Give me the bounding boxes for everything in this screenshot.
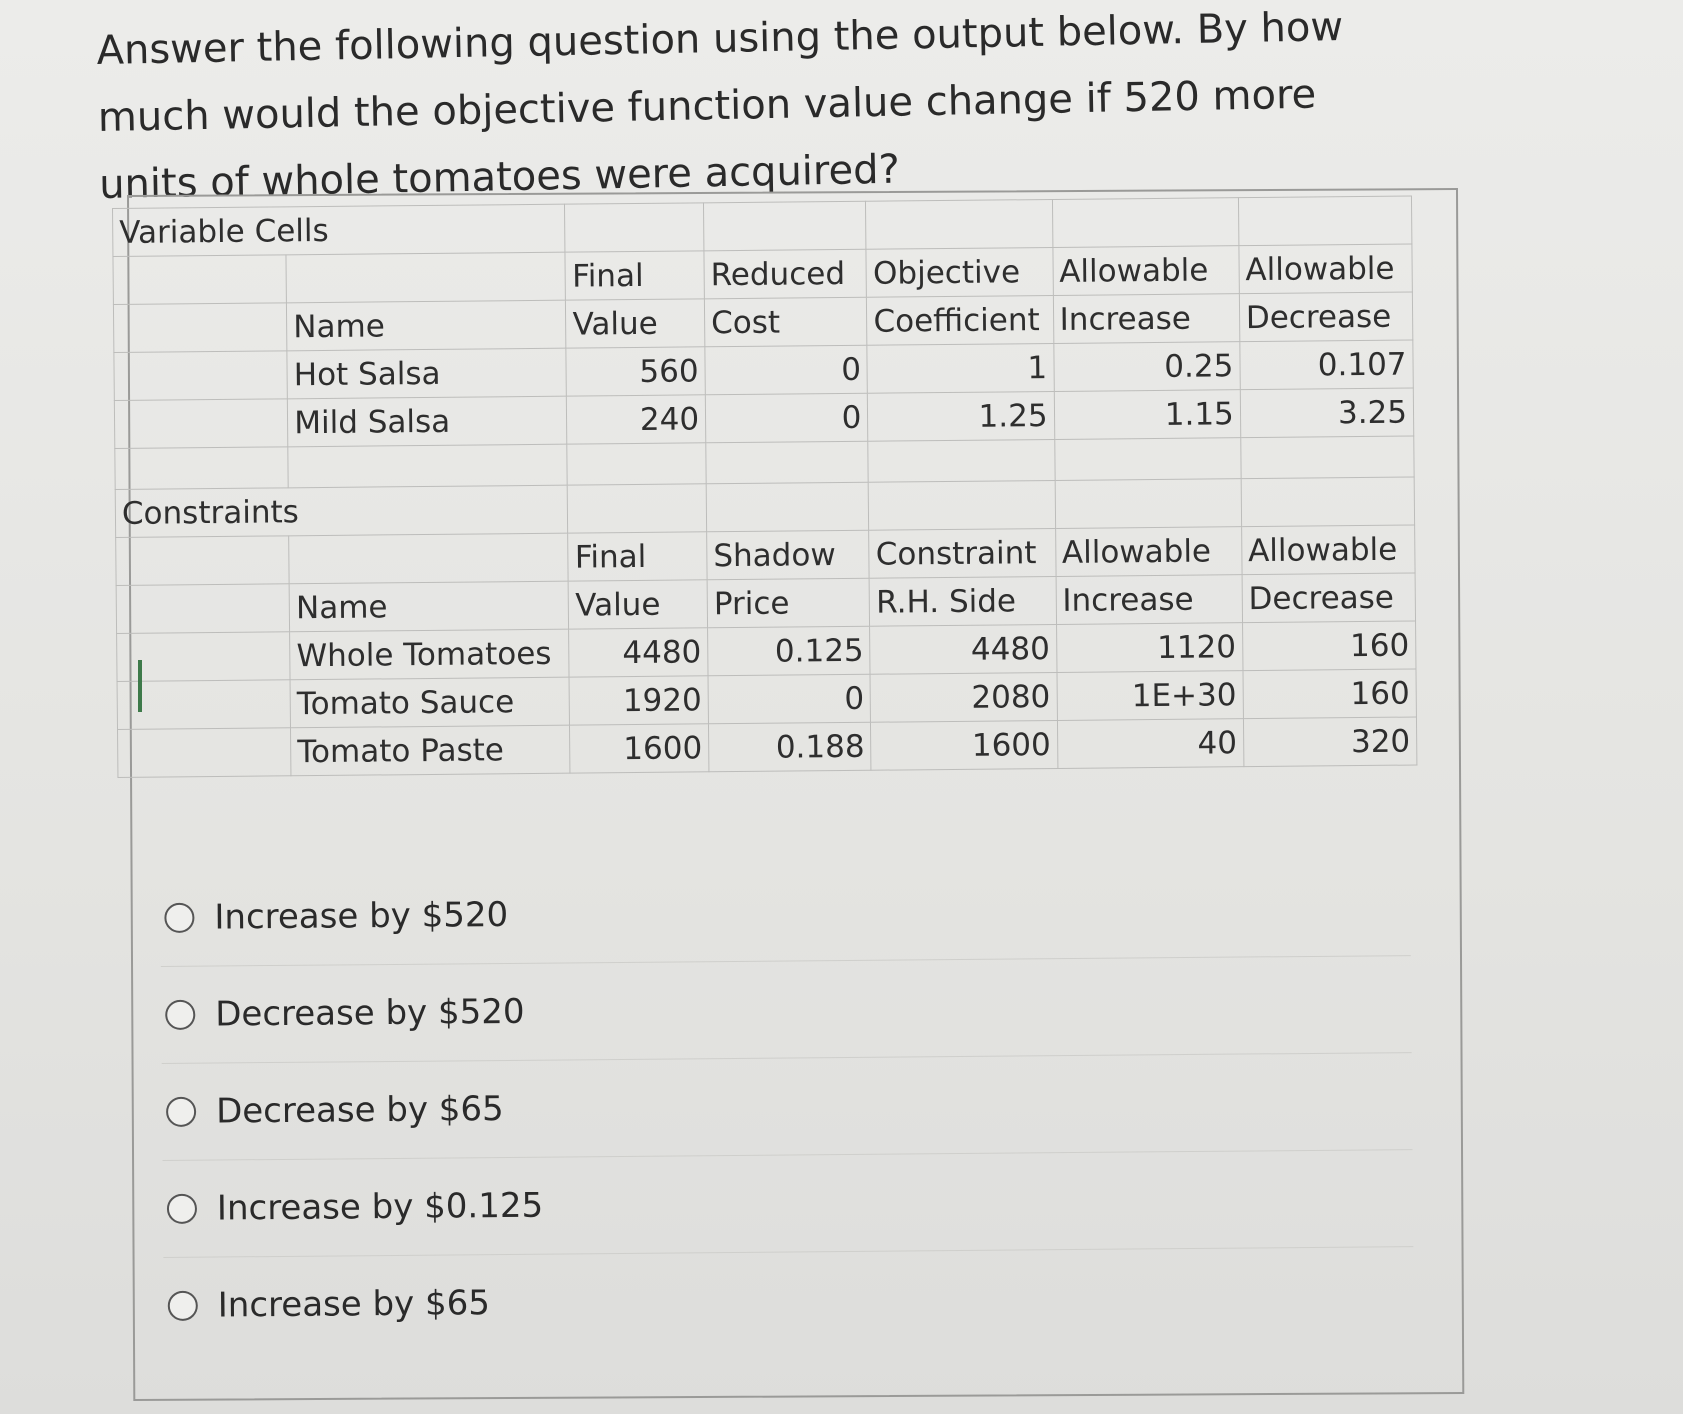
cell-name: Tomato Paste — [291, 725, 571, 776]
header-constraint: Constraint — [869, 528, 1056, 578]
cell-objective-coefficient: 1.25 — [868, 391, 1055, 441]
cell-allowable-increase: 40 — [1057, 719, 1244, 769]
cell-allowable-decrease: 0.107 — [1240, 340, 1414, 390]
header-increase: Increase — [1053, 294, 1240, 344]
answer-option[interactable] — [160, 859, 1411, 967]
header-name: Name — [289, 581, 569, 632]
variable-cells-label: Variable Cells — [113, 204, 566, 256]
cell-rhs: 2080 — [870, 672, 1057, 722]
cell-shadow-price: 0.188 — [708, 722, 871, 772]
cell-final-value: 1600 — [570, 724, 709, 773]
cell-shadow-price: 0.125 — [708, 626, 871, 676]
cell-allowable-increase: 1E+30 — [1057, 671, 1244, 721]
cell-final-value: 240 — [567, 395, 706, 444]
cell-reduced-cost: 0 — [705, 393, 868, 443]
cell-allowable-decrease: 160 — [1243, 669, 1417, 719]
sensitivity-report — [112, 196, 1417, 778]
cell-final-value: 1920 — [569, 676, 708, 725]
header-final: Final — [568, 532, 707, 581]
answer-option[interactable] — [161, 956, 1412, 1064]
radio-button[interactable] — [166, 1097, 196, 1127]
header-increase: Increase — [1056, 575, 1243, 625]
header-allowable-increase: Allowable — [1055, 527, 1242, 577]
radio-button[interactable] — [164, 903, 194, 933]
cell-allowable-increase: 1120 — [1056, 623, 1243, 673]
header-allowable-increase: Allowable — [1053, 246, 1240, 296]
header-value: Value — [566, 299, 705, 348]
question-text: Answer the following question using the output below. By how much would the objective function value change if 520 more units of whole tomatoes were acquired? — [96, 4, 1344, 208]
header-allowable-decrease: Allowable — [1239, 244, 1413, 294]
cell-final-value: 560 — [566, 347, 705, 396]
answer-option[interactable] — [162, 1053, 1413, 1161]
constraints-label: Constraints — [115, 485, 568, 537]
selected-cell-marker — [138, 660, 142, 712]
cell-name: Hot Salsa — [287, 348, 567, 399]
header-name: Name — [287, 300, 567, 351]
cell-name: Tomato Sauce — [290, 677, 570, 728]
header-price: Price — [707, 578, 870, 628]
cell-final-value: 4480 — [569, 628, 708, 677]
header-coefficient: Coefficient — [867, 295, 1054, 345]
header-allowable-decrease: Allowable — [1241, 525, 1415, 575]
cell-allowable-decrease: 160 — [1242, 621, 1416, 671]
cell-allowable-decrease: 3.25 — [1240, 388, 1414, 438]
header-reduced: Reduced — [704, 249, 867, 299]
answer-option-label: Decrease by $520 — [215, 991, 525, 1035]
header-final: Final — [565, 251, 704, 300]
answer-option[interactable] — [163, 1150, 1414, 1258]
cell-allowable-increase: 1.15 — [1054, 390, 1241, 440]
answer-option-label: Increase by $65 — [217, 1283, 491, 1326]
radio-button[interactable] — [167, 1194, 197, 1224]
cell-objective-coefficient: 1 — [867, 343, 1054, 393]
header-decrease: Decrease — [1242, 573, 1416, 623]
header-value: Value — [569, 580, 708, 629]
header-objective: Objective — [866, 247, 1053, 297]
cell-name: Whole Tomatoes — [290, 629, 570, 680]
answer-options — [160, 859, 1414, 1354]
radio-button[interactable] — [165, 1000, 195, 1030]
header-shadow: Shadow — [707, 530, 870, 580]
header-cost: Cost — [704, 297, 867, 347]
cell-allowable-decrease: 320 — [1243, 717, 1417, 767]
radio-button[interactable] — [168, 1291, 198, 1321]
header-decrease: Decrease — [1239, 292, 1413, 342]
answer-option-label: Increase by $0.125 — [216, 1185, 544, 1229]
cell-rhs: 4480 — [870, 624, 1057, 674]
answer-option-label: Decrease by $65 — [215, 1089, 504, 1132]
answer-option[interactable] — [163, 1247, 1414, 1354]
sensitivity-table — [112, 196, 1417, 778]
cell-shadow-price: 0 — [708, 674, 871, 724]
cell-allowable-increase: 0.25 — [1053, 342, 1240, 392]
header-rh-side: R.H. Side — [869, 576, 1056, 626]
cell-reduced-cost: 0 — [705, 345, 868, 395]
answer-option-label: Increase by $520 — [214, 894, 509, 938]
cell-name: Mild Salsa — [288, 396, 568, 447]
cell-rhs: 1600 — [871, 720, 1058, 770]
